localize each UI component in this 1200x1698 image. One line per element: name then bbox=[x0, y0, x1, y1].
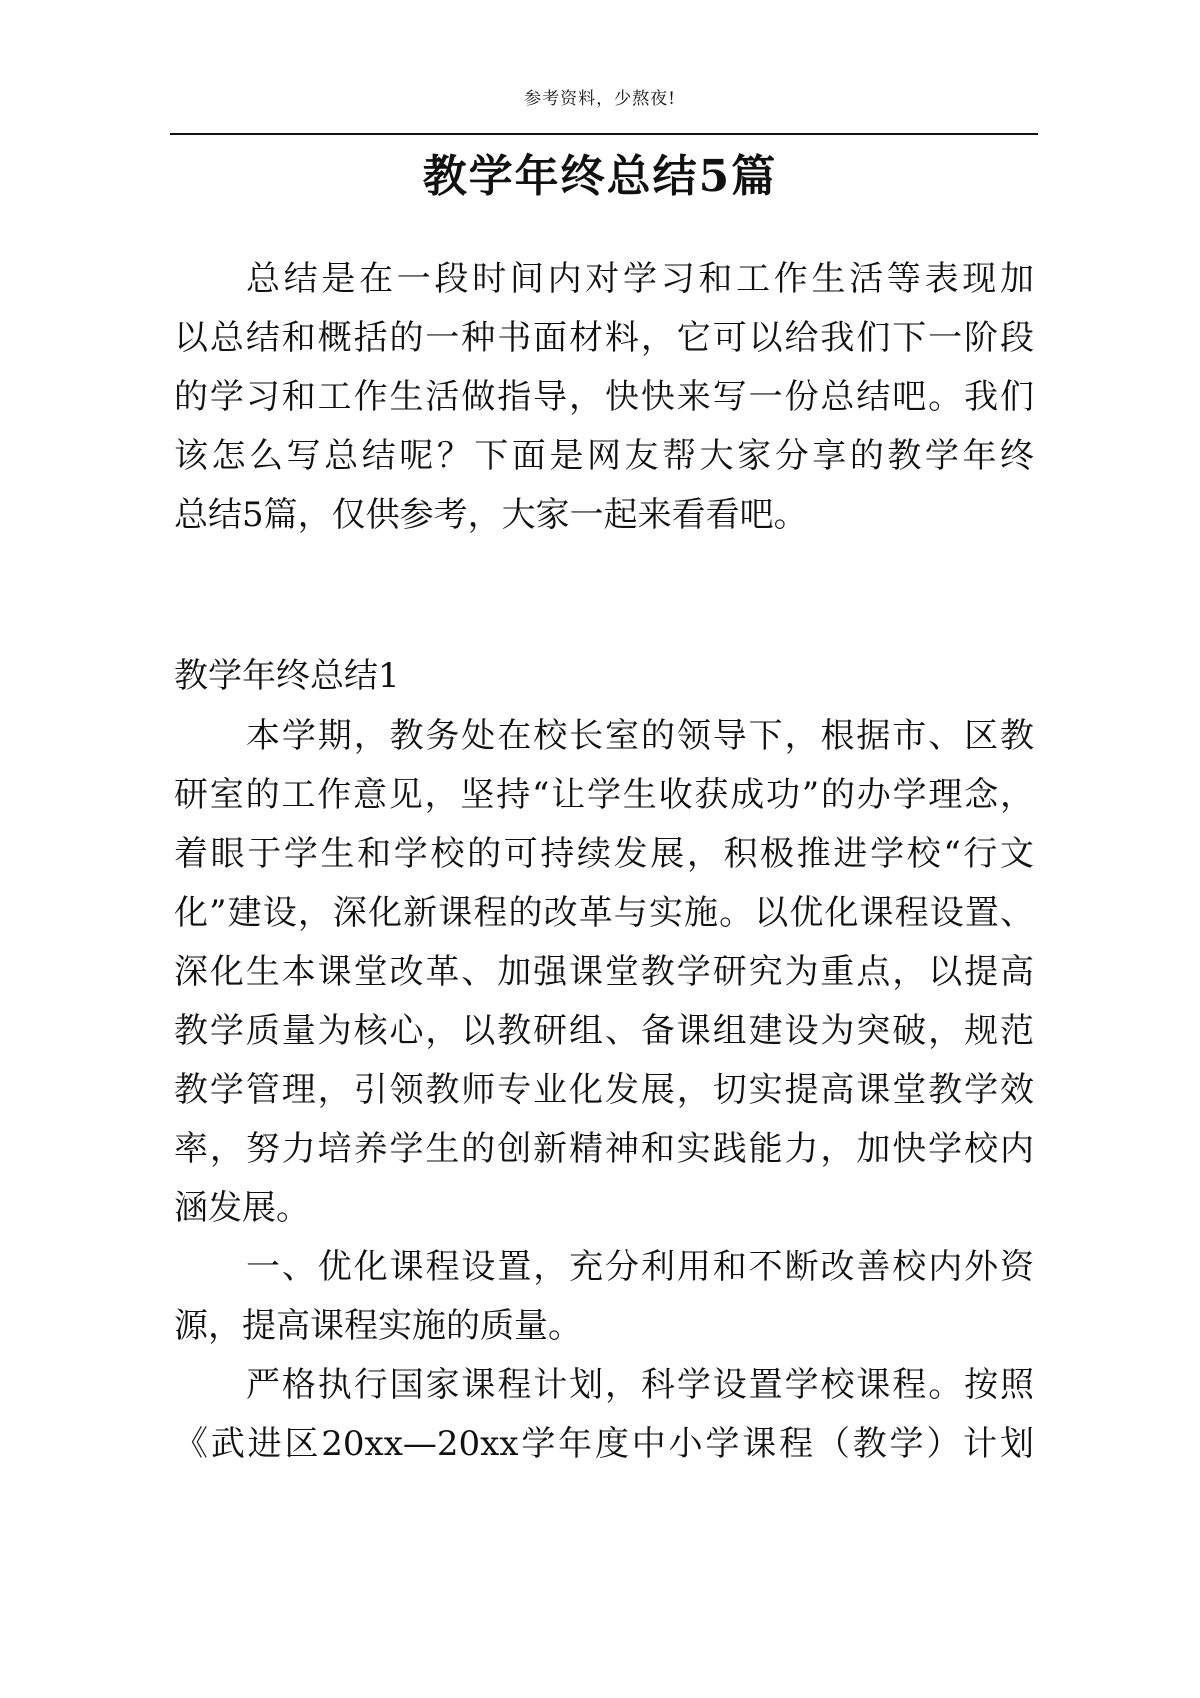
paragraph-line: 一、优化课程设置，充分利用和不断改善校内外资 bbox=[246, 1247, 1034, 1287]
section-heading: 教学年终总结1 bbox=[174, 656, 400, 696]
section1-paragraph-2 bbox=[174, 1238, 1034, 1356]
paragraph-line: 着眼于学生和学校的可持续发展，积极推进学校“行文 bbox=[174, 834, 1034, 874]
intro-line: 总结是在一段时间内对学习和工作生活等表现加 bbox=[246, 259, 1034, 299]
intro-paragraph bbox=[174, 250, 1034, 545]
paragraph-line: 源，提高课程实施的质量。 bbox=[174, 1306, 582, 1346]
intro-line: 该怎么写总结呢？下面是网友帮大家分享的教学年终 bbox=[174, 436, 1034, 476]
paragraph-line: 教学质量为核心，以教研组、备课组建设为突破，规范 bbox=[174, 1011, 1034, 1051]
section1-paragraph-3 bbox=[174, 1356, 1034, 1474]
running-header: 参考资料，少熬夜! bbox=[524, 89, 676, 109]
paragraph-line: 研室的工作意见，坚持“让学生收获成功”的办学理念， bbox=[174, 775, 1034, 815]
paragraph-line: 深化生本课堂改革、加强课堂教学研究为重点，以提高 bbox=[174, 952, 1034, 992]
paragraph-line: 涵发展。 bbox=[174, 1188, 310, 1228]
paragraph-line: 率，努力培养学生的创新精神和实践能力，加快学校内 bbox=[174, 1129, 1034, 1169]
paragraph-line: 本学期，教务处在校长室的领导下，根据市、区教 bbox=[246, 716, 1034, 756]
header-divider bbox=[170, 133, 1038, 135]
paragraph-line: 教学管理，引领教师专业化发展，切实提高课堂教学效 bbox=[174, 1070, 1034, 1110]
intro-line: 总结5篇，仅供参考，大家一起来看看吧。 bbox=[174, 495, 808, 535]
intro-line: 以总结和概括的一种书面材料，它可以给我们下一阶段 bbox=[174, 318, 1034, 358]
paragraph-line: 化”建设，深化新课程的改革与实施。以优化课程设置、 bbox=[174, 893, 1034, 933]
paragraph-line: 《武进区20xx—20xx学年度中小学课程（教学）计划 bbox=[174, 1424, 1034, 1464]
paragraph-line: 严格执行国家课程计划，科学设置学校课程。按照 bbox=[246, 1365, 1034, 1405]
document-title: 教学年终总结5篇 bbox=[422, 151, 778, 202]
intro-line: 的学习和工作生活做指导，快快来写一份总结吧。我们 bbox=[174, 377, 1034, 417]
section1-paragraph-1 bbox=[174, 707, 1034, 1238]
